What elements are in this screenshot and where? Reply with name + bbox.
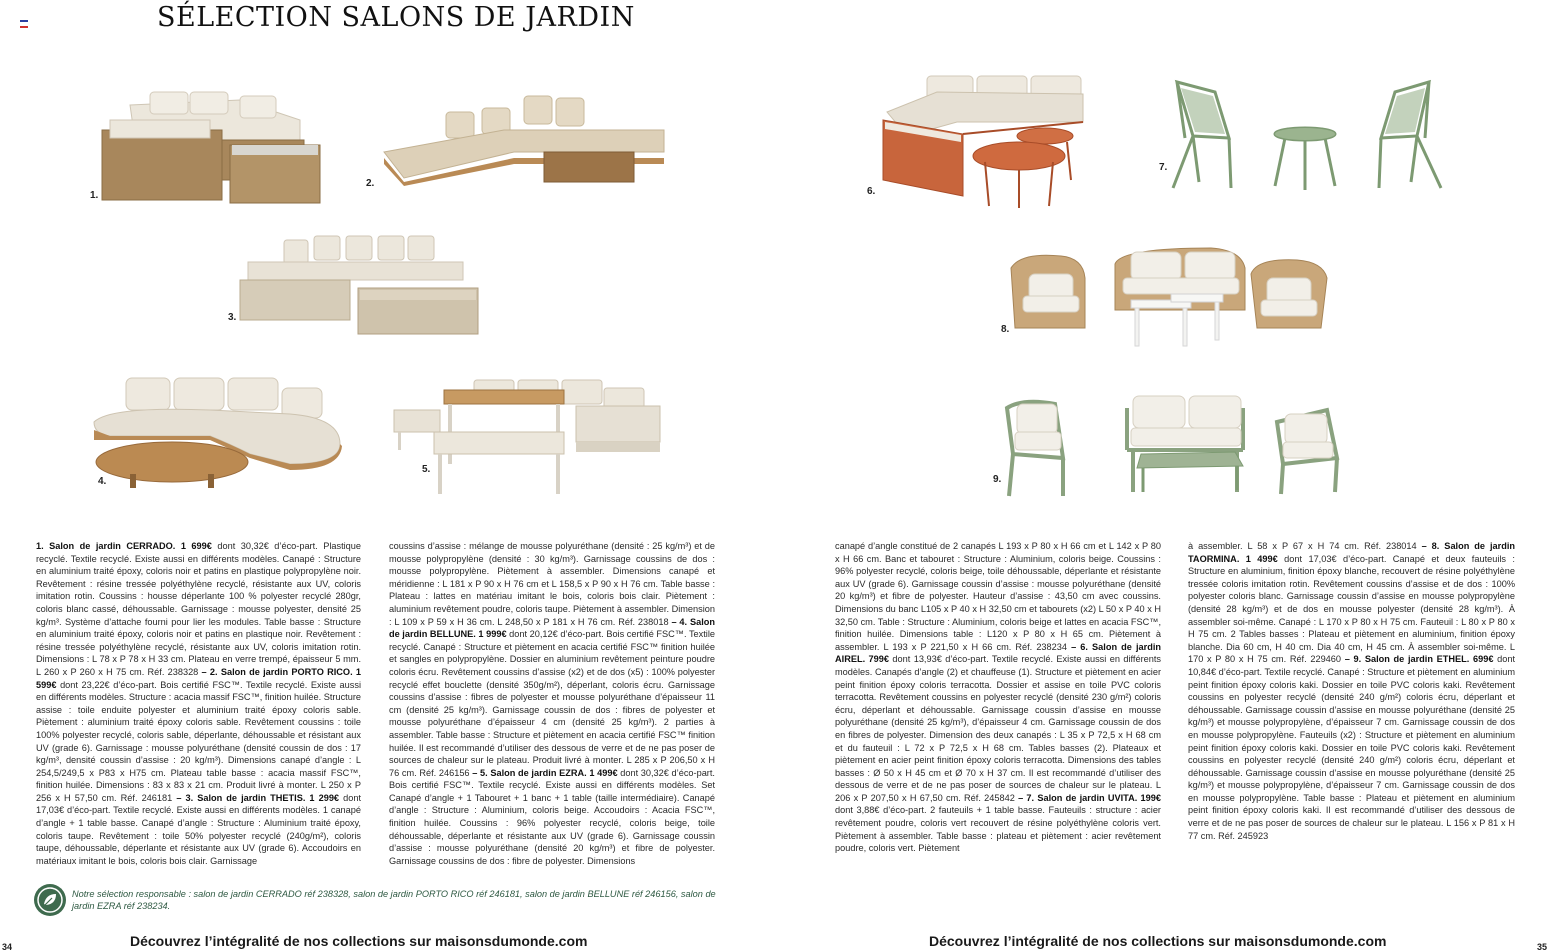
product-9-heading: – 9. Salon de jardin ETHEL. 699€ — [1344, 654, 1494, 665]
product-5-number: 5. — [422, 464, 431, 475]
product-8-image — [1001, 244, 1336, 354]
product-4-image — [90, 374, 350, 492]
product-9-image — [993, 388, 1343, 498]
product-6-heading: – 6. Salon de jardin AIREL. 799€ — [835, 641, 1161, 665]
product-8-number: 8. — [1001, 324, 1010, 335]
page-number-right: 35 — [1537, 942, 1548, 952]
product-2-number: 2. — [366, 178, 375, 189]
product-9-number: 9. — [993, 474, 1002, 485]
product-5-heading: – 5. Salon de jardin EZRA. 1 499€ — [472, 767, 618, 778]
responsible-selection-text: Notre sélection responsable : salon de jardin CERRADO réf 238328, salon de jardin PORTO RICO réf 246181, salon de jardin BELLUNE réf 246156, salon de jardin EZRA réf 238234. — [72, 889, 716, 912]
product-4-number: 4. — [98, 476, 107, 487]
product-5-image — [390, 372, 670, 500]
responsible-selection-note — [34, 884, 734, 918]
product-2-heading: – 2. Salon de jardin PORTO RICO. 1 599€ — [36, 666, 361, 690]
product-2-image — [364, 94, 669, 194]
eco-leaf-icon — [34, 884, 66, 916]
product-3-number: 3. — [228, 312, 237, 323]
product-1-heading: 1. Salon de jardin CERRADO. 1 699€ — [36, 541, 212, 551]
right-page — [775, 0, 1550, 952]
product-1-number: 1. — [90, 190, 99, 201]
text-column-1: 1. Salon de jardin CERRADO. 1 699€ dont 30,32€ d’éco-part. Plastique recyclé. Textile recyclé. Existe aussi en différents modèles. Canapé : Structure en aluminium traité époxy, coloris noir et patins en plastique polypropylène noir. Revêtement : résine tressée polyéthylène recyclé, résistante aux UV, coloris imitation rotin. Coussins : housse déperlante 100 % polyester recyclé 280gr, coloris blanc cassé, déhoussable. Garnissage : mousse polyester, densité 25 kg/m³. Système d’attache fourni pour lier les modules. Table basse : Structure en aluminium traité époxy, coloris noir et patins en plastique noir. Revêtement : résine tressée polyéthylène recyclé, résistante aux UV, coloris imitation rotin. Dimensions : L 78 x P 78 x H 33 cm. Plateau en verre trempé, épaisseur 5 mm. L 260 x P 260 x H 75 cm. Réf. 238328 – 2. Salon de jardin PORTO RICO. 1 599€ dont 23,22€ d’éco-part. Bois certifié FSC™. Textile recyclé. Existe aussi en différents modèles. Structure : acacia massif FSC™, finition huilée. Structure assise : toile enduite polyester et aluminium traité époxy coloris sable. Piètement : aluminium traité époxy coloris sable. Revêtement coussins : toile 100% polyester recyclé, coloris sable, déperlante, déhoussable et résistant aux UV (grade 6). Garnissage : mousse polyuréthane (densité coussin de dos : 17 kg/m³, densité coussin d’assise : 20 kg/m³). Dimensions canapé d’angle : L 254,5/249,5 x P83 x H75 cm. Plateau table basse : acacia massif FSC™, finition huilée. Dimensions : 83 x 83 x 21 cm. Produit livré à monter. L 250 x P 256 x H 57,50 cm. Réf. 246181 – 3. Salon de jardin THETIS. 1 299€ dont 17,03€ d’éco-part. Textile recyclé. Existe aussi en différents modèles. 1 canapé d’angle + 1 table basse. Canapé d’angle : Structure : Aluminium traité époxy, coloris taupe. Revêtement : toile 50% polyester recyclé (240g/m²), coloris taupe, déhoussable, déperlante et résistante aux UV (grade 6). Accoudoirs en matériaux imitant le bois, coloris bois clair. Garnissage — [36, 541, 361, 866]
footer-link-left[interactable]: Découvrez l’intégralité de nos collections sur maisonsdumonde.com — [130, 933, 588, 949]
product-7-number: 7. — [1159, 162, 1168, 173]
product-7-heading: – 7. Salon de jardin UVITA. 199€ — [1018, 792, 1161, 803]
product-6-image — [867, 72, 1107, 212]
text-column-2: coussins d’assise : mélange de mousse polyuréthane (densité : 25 kg/m³) et de mousse polypropylène (densité : 30 kg/m³). Garnissage coussins de dos : mousse polypropylène. Piètement à assembler. Dimensions canapé et méridienne : L 181 x P 90 x H 76 cm et L 158,5 x P 90 x H 76 cm. Table basse : Plateau : lattes en matériau imitant le bois, coloris bois clair. Piètement : aluminium revêtement poudre, coloris taupe. Piètement à assembler. Dimension : L 109 x P 59 x H 36 cm. L 248,50 x P 181 x H 76 cm. Réf. 238018 – 4. Salon de jardin BELLUNE. 1 999€ dont 20,12€ d’éco-part. Bois certifié FSC™. Textile recyclé. Canapé : Structure et piètement en acacia certifié FSC™ finition huilée et sangles en polypropylène. Dossier en aluminium revêtement peinture poudre coloris écru. Revêtement coussins d’assise (x2) et de dos (x5) : 100% polyester recyclé effet bouclette (densité 350g/m²), déperlant, coloris écru. Garnissage coussins d’assise : fibres de polyester et mousse polyuréthane d’épaisseur 11 cm (densité 25 kg/m³). Garnissage coussin de dos : fibres de polyester et mousse polyuréthane d’épaisseur 4 cm (densité 25 kg/m³). 2 parties à assembler. Table basse : Structure et piètement en acacia certifié FSC™ finition huilée. Il est recommandé d’utiliser des dessous de verre et de ne pas poser de sources de chaleur sur le plateau. Produit livré à monter. L 285 x P 206,50 x H 76 cm. Réf. 246156 – 5. Salon de jardin EZRA. 1 499€ dont 30,32€ d’éco-part. Bois certifié FSC™. Textile recyclé. Existe aussi en différents modèles. Set Canapé d’angle + 1 Tabouret + 1 banc + 1 table (taille intermédiaire). Canapé d’angle : Structure : Aluminium, coloris beige. Accoudoirs : Acacia FSC™, finition huilée. Coussins : 96% polyester recyclé, coloris beige, toile déhoussable, déperlante et résistante aux UV (grade 6). Garnissage coussin d’assise : mousse polyuréthane (densité 20 kg/m³) et fibre de polyester. Garnissage coussins de dos : fibre de polyester. Dimensions — [389, 541, 715, 866]
flag-icon — [20, 20, 28, 28]
text-column-4: à assembler. L 58 x P 67 x H 74 cm. Réf. 238014 – 8. Salon de jardin TAORMINA. 1 499€ dont 17,03€ d’éco-part. Canapé et deux fauteuils : Structure en aluminium, finition époxy blanche, recouvert de résine polyéthylène tressée coloris imitation rotin. Revêtement coussins d’assise et de dos : 100% polyester coloris blanc. Garnissage coussin d’assise en mousse polypropylène (densité 28 kg/m³) et de dos en mousse polyester (densité 28 kg/m³). À assembler soi-même. Canapé : L 170 x P 80 x H 75 cm. Fauteuil : L 80 x P 80 x H 75 cm. 2 Tables basses : Plateau et piètement en aluminium, finition époxy blanche. Dia 60 cm, H 40 cm. Dia 40 cm, H 45 cm. À assembler soi-même. L 170 x P 80 x H 75 cm. Réf. 229460 – 9. Salon de jardin ETHEL. 699€ dont 10,84€ d’éco-part. Textile recyclé. Canapé : Structure et piètement en aluminium peint finition époxy coloris kaki. Dossier en toile PVC coloris kaki. Revêtement coussins en polyester recyclé (densité 240 g/m²) coloris écru, déperlant et déhoussable. Garnissage coussin d’assise en mousse polyuréthane (densité 25 kg/m³) et mousse polypropylène, d’épaisseur 7 cm. Garnissage coussin de dos en mousse polypropylène. Fauteuils (x2) : Structure et piètement en aluminium peint finition époxy coloris kaki. Dossier en toile PVC coloris kaki. Revêtement coussins en polyester recyclé (densité 240 g/m²) coloris écru, déperlant et déhoussable. Garnissage coussin d’assise en mousse polyuréthane (densité 25 kg/m³) et mousse polypropylène, d’épaisseur 7 cm. Garnissage coussin de dos en mousse polypropylène. Table basse : Plateau et piètement en aluminium peint finition époxy coloris kaki. Il est recommandé d’utiliser des dessous de verre et de ne pas poser de sources de chaleur sur le plateau. L 156 x P 81 x H 77 cm. Réf. 245923 — [1188, 541, 1516, 841]
product-4-heading: – 4. Salon de jardin BELLUNE. 1 999€ — [389, 616, 715, 640]
text-column-3: canapé d’angle constitué de 2 canapés L 193 x P 80 x H 66 cm et L 142 x P 80 x H 66 cm. Banc et tabouret : Structure : Aluminium, coloris beige. Coussins : 96% polyester recyclé, coloris beige, toile déhoussable, déperlante et résistante aux UV (grade 6). Garnissage coussin d’assise : mousse polyuréthane (densité 20 kg/m³) et fibre de polyester. Hauteur d’assise : 43,50 cm avec coussins. Dimensions du banc L105 x P 40 x H 32,50 cm et tabourets (x2) L 50 x P 40 x H 32,50 cm. Table : Structure : Aluminium, coloris beige et lattes en acacia FSC™, finition huilée. Dimensions table : L120 x P 80 x H 65 cm. Piètement à assembler. L 193 x P 221,50 x H 66 cm. Réf. 238234 – 6. Salon de jardin AIREL. 799€ dont 13,93€ d’éco-part. Textile recyclé. Existe aussi en différents modèles. Canapés d’angle (2) et chauffeuse (1). Structure et piètement en acier peint finition époxy coloris terracotta. Dossier et assise en toile PVC coloris terracotta. Revêtement coussins en polyester recyclé (densité 230 g/m²) coloris écru, déperlant et déhoussable. Garnissage coussin d’assise en mousse polyuréthane (densité 25 kg/m³), d’épaisseur 4 cm. Garnissage coussin de dos en fibres de polyester. Dimension des deux canapés : L 35 x P 72,5 x H 68 cm et du fauteuil : L 72 x P 72,5 x H 68 cm. Tables basses (2). Plateaux et piètement en acier peint finition époxy coloris terracotta. Dimensions des tables basses : Ø 50 x H 45 cm et Ø 70 x H 37 cm. Il est recommandé d’utiliser des dessous de verre et de ne pas poser de sources de chaleur sur le plateau. L 206 x P 207,50 x H 67,50 cm. Réf. 245842 – 7. Salon de jardin UVITA. 199€ dont 3,88€ d’éco-part. 2 fauteuils + 1 table basse. Fauteuils : structure : acier revêtement poudre, coloris vert recouvert de résine polyéthylène coloris vert. Piètement à assembler. Table basse : plateau et piètement : acier revêtement poudre, coloris vert. Piètement — [835, 541, 1162, 854]
product-8-heading: – 8. Salon de jardin TAORMINA. 1 499€ — [1188, 541, 1515, 564]
page-number-left: 34 — [2, 942, 13, 952]
product-7-image — [1159, 78, 1474, 193]
product-3-image — [228, 232, 483, 342]
footer-link-right[interactable]: Découvrez l’intégralité de nos collections sur maisonsdumonde.com — [929, 933, 1387, 949]
product-3-heading: – 3. Salon de jardin THETIS. 1 299€ — [176, 792, 340, 803]
product-1-image — [90, 90, 330, 205]
page-title: SÉLECTION SALONS DE JARDIN — [157, 2, 635, 33]
product-6-number: 6. — [867, 186, 876, 197]
